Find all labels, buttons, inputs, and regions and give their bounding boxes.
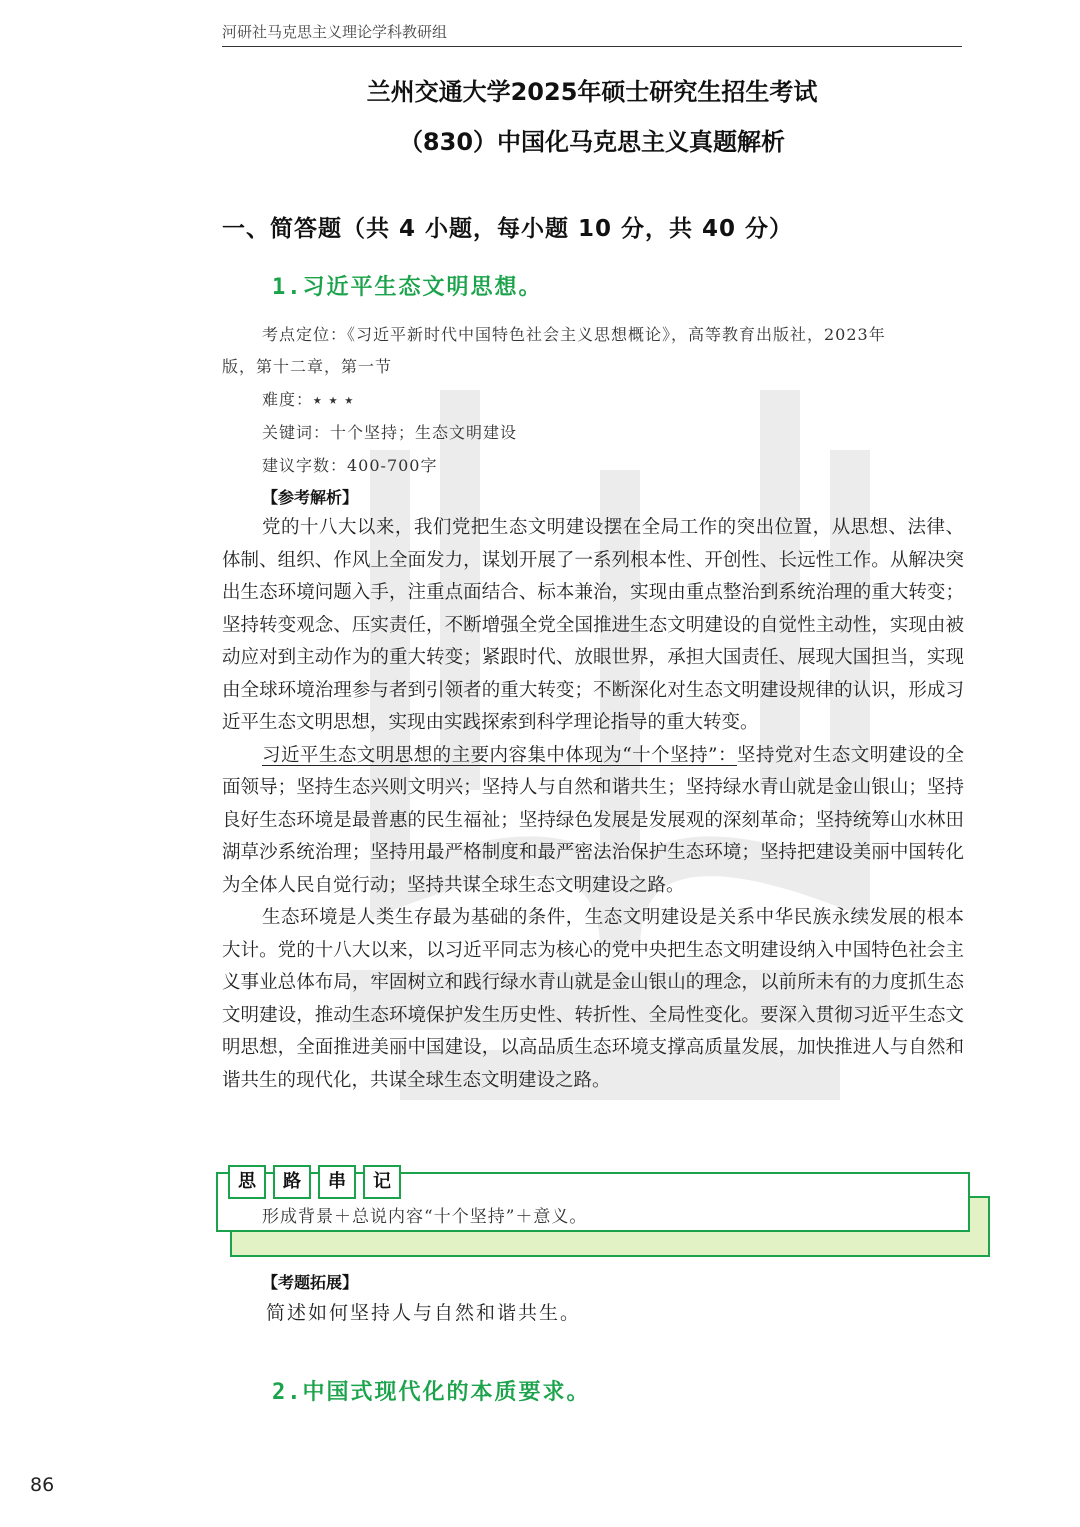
ten-adherences-list: 坚持党对生态文明建设的全面领导；坚持生态兴则文明兴；坚持人与自然和谐共生；坚持绿水青山就是金山银山；坚持良好生态环境是最普惠的民生福祉；坚持绿色发展是发展观的深刻革命；坚持统筹山水林田湖草沙系统治理；坚持用最严格制度和最严密法治保护生态环境；坚持把建设美丽中国转化为全体人民自觉行动；坚持共谋全球生态文明建设之路。 [222,744,964,896]
word-count: 建议字数：400-700字 [262,456,438,475]
exam-point-line1: 考点定位：《习近平新时代中国特色社会主义思想概论》，高等教育出版社，2023年 [262,325,886,344]
idea-tag-4: 记 [363,1165,401,1199]
running-header [222,18,962,47]
extension-label: 【考题拓展】 [262,1273,359,1292]
document-title-line1: 兰州交通大学2025年硕士研究生招生考试 [366,78,818,106]
analysis-body [222,512,964,1097]
idea-box-text: 形成背景＋总说内容“十个坚持”＋意义。 [262,1207,588,1227]
analysis-paragraph-3: 生态环境是人类生存最为基础的条件，生态文明建设是关系中华民族永续发展的根本大计。党的十八大以来，以习近平同志为核心的党中央把生态文明建设纳入中国特色社会主义事业总体布局，牢固树立和践行绿水青山就是金山银山的理念，以前所未有的力度抓生态文明建设，推动生态环境保护发生历史性、转折性、全局性变化。要深入贯彻习近平生态文明思想，全面推进美丽中国建设，以高品质生态环境支撑高质量发展，加快推进人与自然和谐共生的现代化，共谋全球生态文明建设之路。 [222,907,964,1091]
question2-heading: 2.中国式现代化的本质要求。 [272,1380,591,1405]
idea-tag-1: 思 [228,1165,266,1199]
difficulty-rating: 难度：⭑ ⭑ ⭑ [262,390,355,409]
question1-heading: 1.习近平生态文明思想。 [272,275,543,300]
analysis-paragraph-1: 党的十八大以来，我们党把生态文明建设摆在全局工作的突出位置，从思想、法律、体制、组织、作风上全面发力，谋划开展了一系列根本性、开创性、长远性工作。从解决突出生态环境问题入手，注重点面结合、标本兼治，实现由重点整治到系统治理的重大转变；坚持转变观念、压实责任，不断增强全党全国推进生态文明建设的自觉性主动性，实现由被动应对到主动作为的重大转变；紧跟时代、放眼世界，承担大国责任、展现大国担当，实现由全球环境治理参与者到引领者的重大转变；不断深化对生态文明建设规律的认识，形成习近平生态文明思想，实现由实践探索到科学理论指导的重大转变。 [222,517,964,733]
analysis-paragraph-2 [222,740,964,903]
extension-question: 简述如何坚持人与自然和谐共生。 [266,1302,582,1324]
section-heading: 一、简答题（共 4 小题，每小题 10 分，共 40 分） [222,216,794,242]
page-number: 86 [30,1474,55,1496]
keywords: 关键词：十个坚持；生态文明建设 [262,423,518,442]
exam-point-line2: 版，第十二章，第一节 [222,357,393,376]
idea-tag-2: 路 [273,1165,311,1199]
idea-box [216,1172,970,1232]
ten-adherences-intro: 习近平生态文明思想的主要内容集中体现为“十个坚持”： [262,744,737,766]
document-title-line2: （830）中国化马克思主义真题解析 [398,128,786,156]
running-title: 河研社马克思主义理论学科教研组 [222,23,448,41]
analysis-label: 【参考解析】 [262,488,359,507]
idea-tag-3: 串 [318,1165,356,1199]
